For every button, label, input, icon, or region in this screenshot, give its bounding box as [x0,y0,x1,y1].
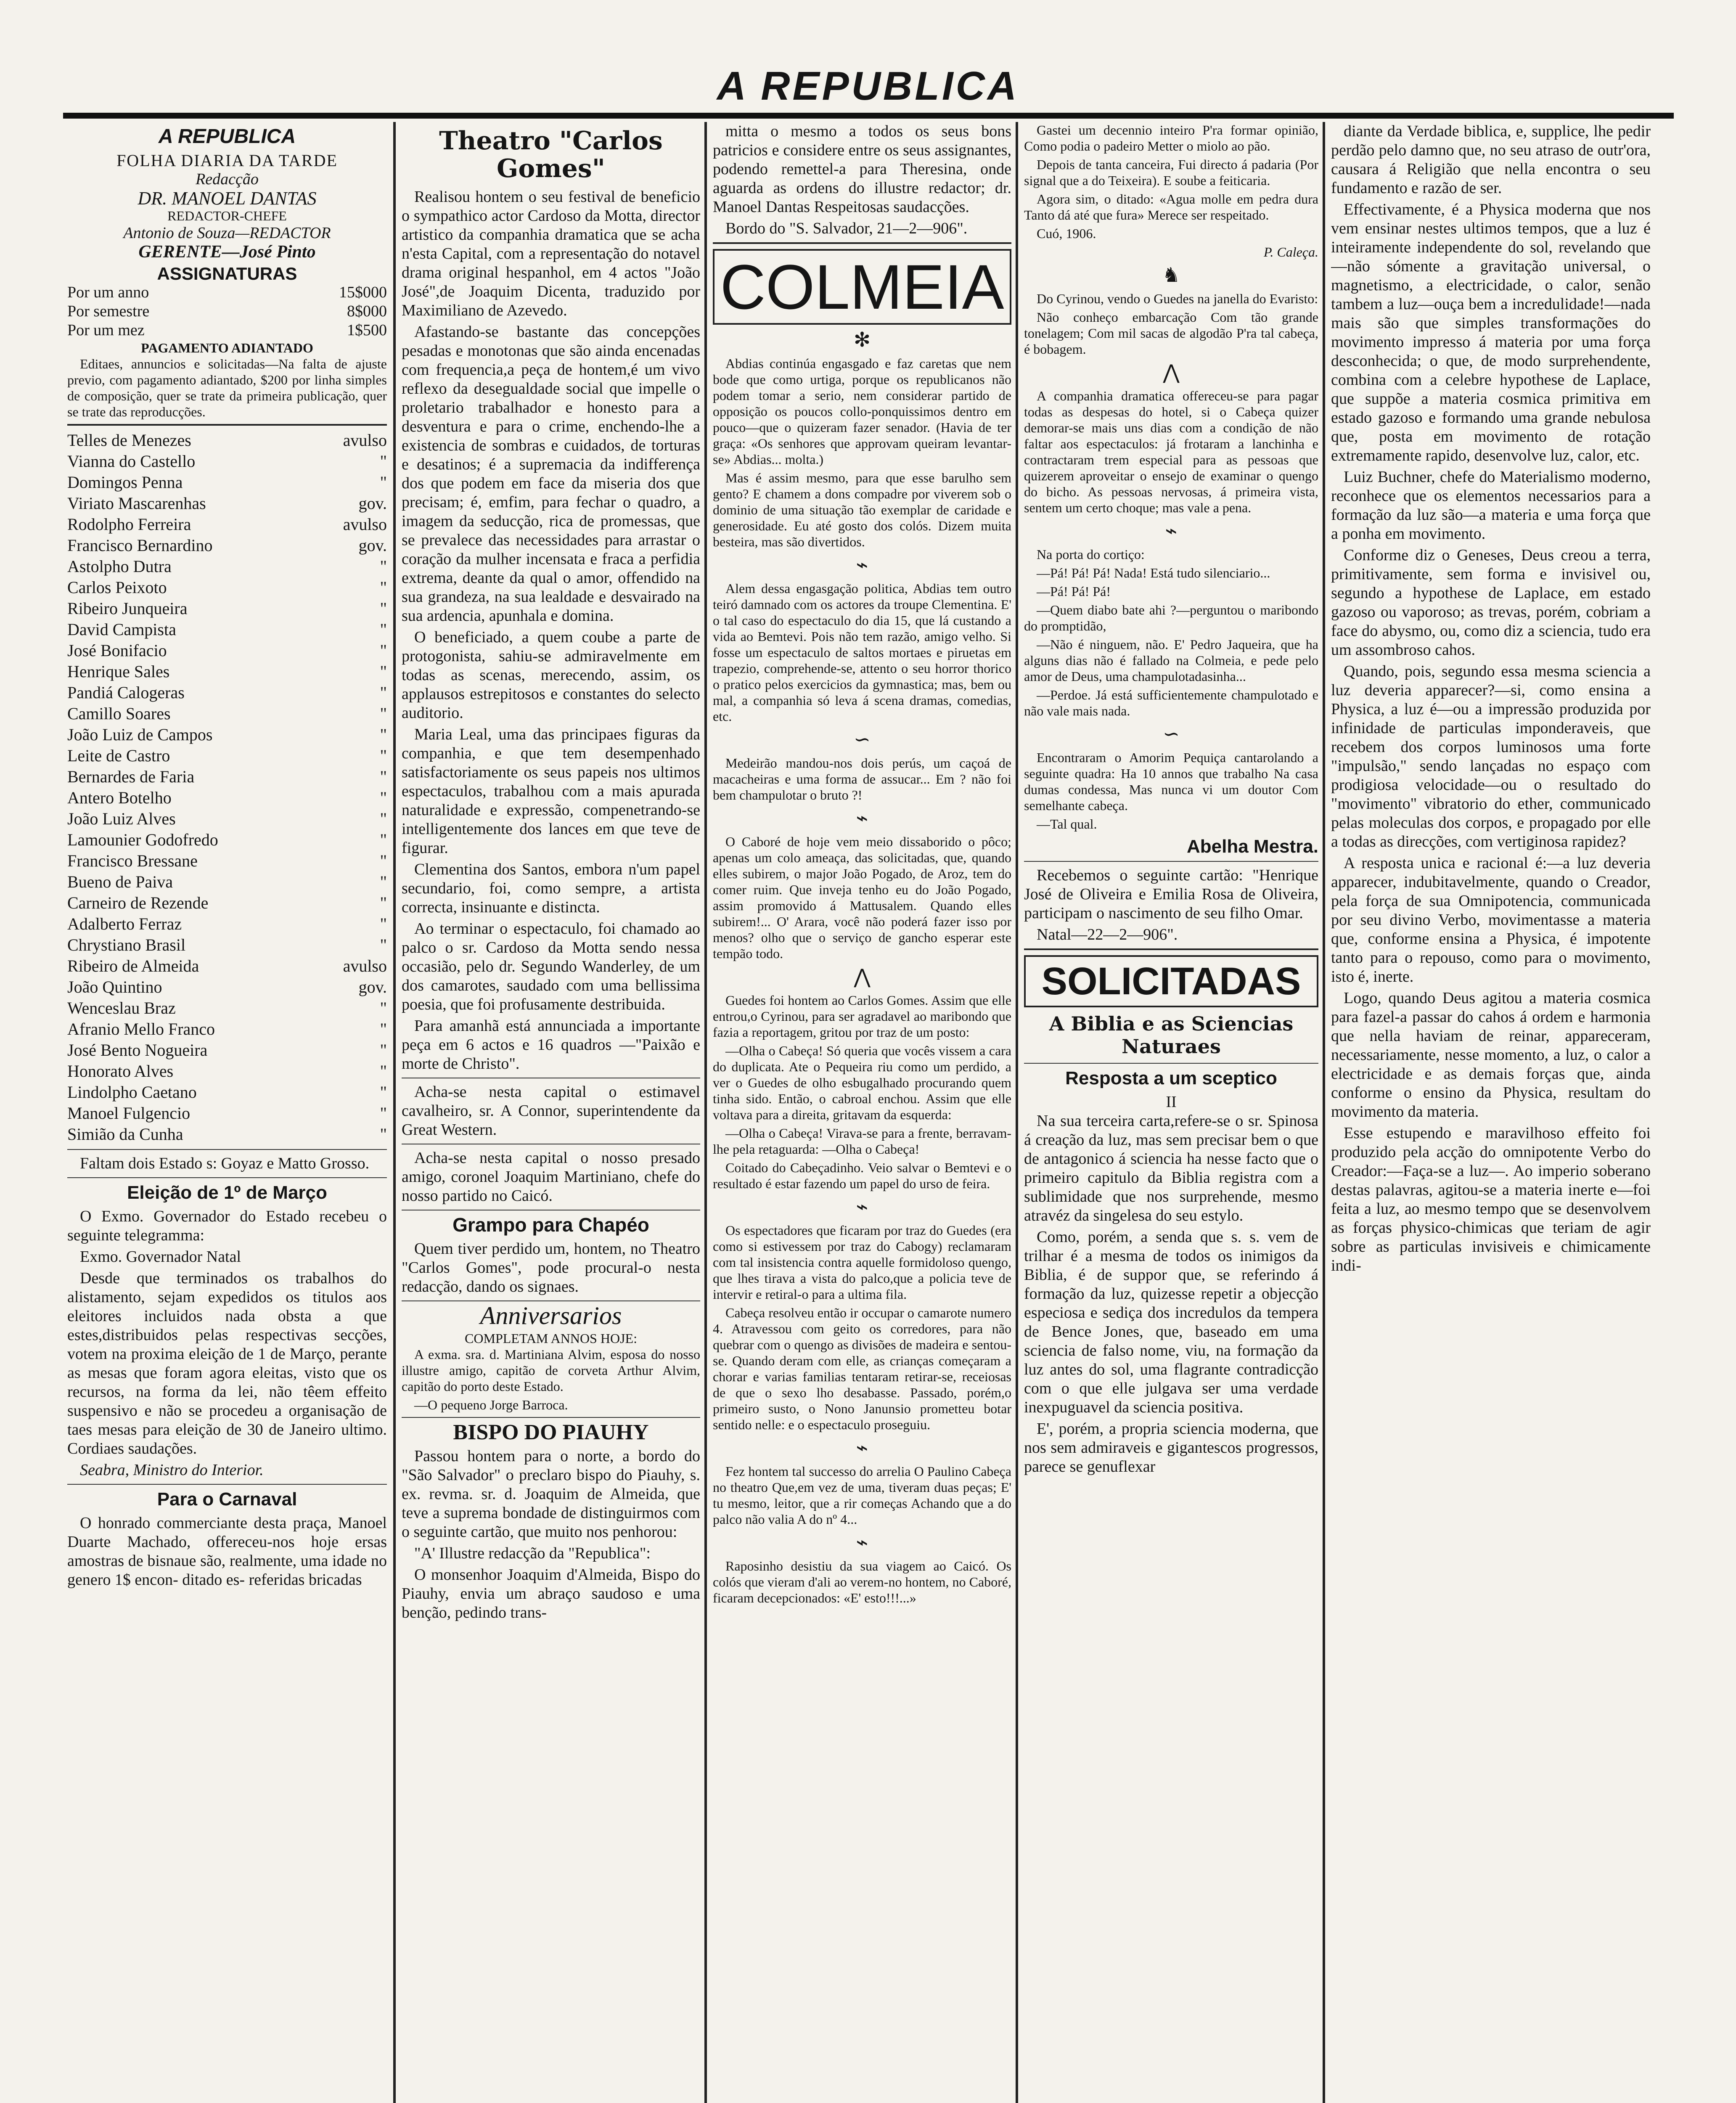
redaccao-label: Redacção [196,170,259,188]
deputy-type: " [380,809,387,828]
bird-icon: ⌁ [856,807,868,829]
deputy-row [67,493,387,514]
bird-icon: ⌁ [856,1196,868,1218]
theatro-p2: Afastando-se bastante das concepções pesadas e monotonas que são ainda encenadas com frequencia,a peça de hontem,é um vivo reflexo da desegualdade social que impelle o proletario trabalhador e honesto para a desventura e para o crime, enchendo-lhe a existencia de sombras e cuidados, de torturas e desatinos; é a supremacia da indifferença dos que podem em face da miseria dos que precisam; é, emfim, para fechar o quadro, a imagem da seducção, rica de promessas, que se prevalece das necessidades para arrastar o coração da mulher incensata e fraca a perfidia extrema, deante da qual o amor, offendido na sua grandeza, na sua lealdade e desvairado na sua ardencia, apunhala e domina. [402,323,700,625]
deputy-type: " [380,641,387,660]
deputy-type: " [380,830,387,849]
payment-note: PAGAMENTO ADIANTADO [141,340,313,355]
col5-p5: Quando, pois, segundo essa mesma sciencia a luz deveria apparecer?—si, como ensina a Physica, a luz é—ou a impressão produzida por infinidade de particulas imponderaveis, que recebem dos corpos luminosos uma forte "impulsão," sendo lançadas no espaço com prodigiosa velocidade—ou o resultado do "movimento" vibratorio do ether, communicado pelas moleculas dos corpos, e propagado por elle a todas as direcções, com vertiginosa rapidez? [1331,662,1651,850]
deputy-row [67,1019,387,1040]
deputy-name: Chrystiano Brasil [67,935,186,954]
deputy-row [67,472,387,493]
theatro-p1: Realisou hontem o seu festival de beneficio o sympathico actor Cardoso da Motta, director artistico da companhia dramatica que se acha n'esta Capital, com a representação do notavel drama original hespanhol, em 4 actos "João José",de Joaquim Dicenta, traduzido por Maximiliano de Azevedo. [402,188,700,319]
bird-icon: ⌁ [856,1437,868,1459]
deputy-row [67,871,387,893]
col5-p7: Logo, quando Deus agitou a materia cosmica para fazel-a passar do cahos á ordem e harmonia que nella haviam de reinar, appareceram, necessariamente, nesse momento, a luz, o calor a electricidade e as demais forças que, ainda conforme o ensino da Physica, resultam do movimento da materia. [1331,989,1651,1120]
deputy-type: " [380,473,387,492]
deputy-name: Ribeiro de Almeida [67,956,199,975]
sceptico-p2: Como, porém, a senda que s. s. vem de trilhar é a mesma de todos os inimigos da Biblia, é de suppor que, se referindo á formação da luz, quizesse repetir a objecção especiosa e sediça dos incredulos da tempera de Bence Jones, que, baseado em uma sciencia de falso nome, viu, na formação da luz antes do sol, uma flagrante contradicção com o que elle julgava ser uma verdade inexpuguavel da sciencia positiva. [1024,1228,1318,1416]
masthead-rule [63,113,1674,119]
theatro-p5: Clementina dos Santos, embora n'um papel secundario, foi, como sempre, a artista correcta, insinuante e distincta. [402,861,700,916]
editaes-text: Editaes, annuncios e solicitadas—Na falta de ajuste previo, com pagamento adiantado, $200 por linha simples de composição, quer se trate da primeira publicação, quer se trate das reproducções. [67,356,387,419]
deputy-row [67,1040,387,1061]
deputy-type: " [380,1062,387,1081]
anniversarios-sub: COMPLETAM ANNOS HOJE: [465,1331,637,1346]
deputy-name: Wenceslau Braz [67,999,176,1017]
deputy-row [67,514,387,535]
deputy-row [67,577,387,598]
director: DR. MANOEL DANTAS [138,188,317,209]
deputy-type: gov. [358,536,387,555]
subscription-row: Por um anno 15$000 [67,283,387,301]
divider [1024,948,1318,950]
theatro-title: Theatro "Carlos Gomes" [439,126,663,183]
divider [67,1484,387,1485]
column-3 [713,122,1011,2103]
deputy-type: " [380,1125,387,1144]
deputy-row [67,430,387,451]
column-divider [1323,122,1325,2103]
grampo-title: Grampo para Chapéo [453,1214,649,1236]
divider [402,1417,700,1418]
subscriptions-title: ASSIGNATURAS [157,264,297,283]
deputy-type: " [380,1020,387,1038]
bispo-continued: mitta o mesmo a todos os seus bons patricios e considere entre os seus assignantes, podendo remettel-a para Theresina, onde aguarda as ordens do illustre redactor; dr. Manoel Dantas Respeitosas saudacções. [713,122,1011,216]
bispo-p1: Passou hontem para o norte, a bordo do "São Salvador" o preclaro bispo do Piauhy, s. ex. revma. sr. d. Joaquim de Almeida, que teve a suprema bondade de distinguirmos com o seguinte cartão, que muito nos penhorou: [402,1447,700,1541]
deputy-type: " [380,914,387,933]
col5-p6: A resposta unica e racional é:—a luz deveria apparecer, indubitavelmente, quando o Creador, pela força de sua Omnipotencia, communicada por seu divino Verbo, movimentasse a materia que, conforme ensina a Physica, é impotente tanto para o repouso, como para o movimento, isto é, inerte. [1331,854,1651,985]
redactor: Antonio de Souza—REDACTOR [123,224,331,242]
deputy-name: João Quintino [67,977,162,996]
col4-d10b: —Tal qual. [1037,816,1097,832]
deputy-row [67,724,387,745]
deputy-row [67,598,387,619]
colmeia-p9: Coitado do Cabeçadinho. Veio salvar o Bemtevi e o resultado é estar fazendo um papel do urso de feira. [713,1160,1011,1191]
deputy-name: Rodolpho Ferreira [67,515,191,534]
col4-d5: —Pá! Pá! Pá! Nada! Está tudo silenciario... [1037,565,1270,580]
column-2 [402,122,700,2103]
deputy-type: " [380,746,387,765]
divider [1024,1063,1318,1064]
colmeia-p13: Raposinho desistiu da sua viagem ao Caicó. Os colós que vieram d'ali ao verem-no hontem, no Caboré, ficaram decepcionados: «E' esto!!!...» [713,1558,1011,1605]
divider [67,424,387,426]
deputy-type: " [380,1083,387,1102]
resposta-title: Resposta a um sceptico [1065,1068,1277,1089]
col4-d4: Na porta do cortiço: [1037,547,1145,562]
colmeia-p10: Os espectadores que ficaram por traz do Guedes (era como si estivessem por traz do Cabogy) reclamaram com tal insistencia contra aquelle formidoloso quengo, que lhes tirava a vista do palco,que a policia teve de intervir e retiral-o para a ultima fila. [713,1223,1011,1302]
column-4 [1024,122,1318,2103]
colmeia-title: COLMEIA [713,249,1011,325]
deputy-name: Simião da Cunha [67,1125,183,1144]
martiniano-text: Acha-se nesta capital o nosso presado amigo, coronel Joaquim Martiniano, chefe do nosso partido no Caicó. [402,1149,700,1205]
theatro-p4: Maria Leal, uma das principaes figuras da companhia, e que tem desempenhado satisfactoriamente os seus papeis nos ultimos espectaculos, trabalhou com a mais apurada naturalidade e expressão, compenetrando-se intelligentemente dos lances em que teve de figurar. [402,726,700,857]
deputy-row [67,1061,387,1082]
deputy-row [67,1124,387,1145]
deputy-name: João Luiz Alves [67,809,176,828]
deputy-type: " [380,1041,387,1059]
rabbit-icon: ∽ [853,728,871,751]
deputy-row [67,850,387,871]
deputy-name: Honorato Alves [67,1062,174,1081]
deputy-name: Domingos Penna [67,473,183,492]
divider [67,1177,387,1178]
sceptico-p3: E', porém, a propria sciencia moderna, que nos sem admiraveis e gigantescos progressos, parece se genuflexar [1024,1420,1318,1475]
deputy-type: " [380,893,387,912]
anniversarios-p2: —O pequeno Jorge Barroca. [414,1397,568,1412]
deputy-name: Pandiá Calogeras [67,683,185,702]
deputy-type: " [380,1104,387,1123]
deputy-name: Astolpho Dutra [67,557,172,576]
colmeia-p1: Abdias continúa engasgado e faz caretas que nem bode que como urtiga, porque os republicanos não podem tomar a serio, nem considerar partido de opposição os poucos collo-ponquissimos dentro em pouco—que o quizeram fazer senador. (Havia de ter graça: «Os senhores que approvam queiram levantar-se» Abdias... molta.) [713,356,1011,467]
deputy-row [67,766,387,787]
eleicao-title: Eleição de 1º de Março [127,1182,327,1203]
eleicao-sign: Seabra, Ministro do Interior. [80,1461,264,1479]
verse-sign: P. Caleça. [1263,244,1318,260]
faltam-text: Faltam dois Estado s: Goyaz e Matto Grosso. [80,1155,370,1172]
eleicao-p3: Desde que terminados os trabalhos do alistamento, sejam expedidos os titulos aos eleitores incluidos nada obsta a que estes,distribuidos pelas respectivas secções, votem na proxima eleição de 1 de Março, perante as mesas que foram agora eleitas, visto que os recursos, na forma da lei, não têem effeito suspensivo e não se procedeu a organisação de taes mesas para eleição de 30 de Janeiro ultimo. Cordiaes saudações. [67,1269,387,1457]
deputy-type: " [380,851,387,870]
deputy-row [67,977,387,998]
deputy-type: " [380,557,387,576]
rabbit-icon: ∽ [1162,723,1180,745]
deputy-type: " [380,662,387,681]
deputy-row [67,998,387,1019]
deputy-name: Adalberto Ferraz [67,914,182,933]
deputy-row [67,703,387,724]
rooster-icon: ♞ [1162,264,1180,286]
col5-p1: diante da Verdade biblica, e, supplice, lhe pedir perdão pelo damno que, no seu atraso de outr'ora, causara á Religião que nella encontra o seu fundamento e razão de ser. [1331,122,1651,197]
deputy-name: Lamounier Godofredo [67,830,218,849]
eleicao-p1: O Exmo. Governador do Estado recebeu o seguinte telegramma: [67,1208,387,1244]
deputy-name: Afranio Mello Franco [67,1020,215,1038]
carnaval-title: Para o Carnaval [157,1489,297,1510]
deputy-row [67,451,387,472]
deputy-type: " [380,935,387,954]
deputy-row [67,893,387,914]
deputy-row [67,619,387,640]
col5-p2: Effectivamente, é a Physica moderna que nos vem ensinar nestes ultimos tempos, que a luz é inteiramente independente do sol, revelando que—não sómente a gravitação universal, o magnetismo, a electricidade, o calor, senão tambem a luz—ouça bem a incredulidade!—nada mais são que simples transformações do movimento impresso á materia por uma força desconhecida; o que, de modo surprehendente, combina com a celebre hypothese de Laplace, que suppõe a materia cosmica primitiva em estado gazoso e formando uma grande nebulosa que, posta em movimento de rotação extremamente rapido, desenvolve luz, calor, etc. [1331,201,1651,464]
bispo-p2: "A' Illustre redacção da "Republica": [414,1544,651,1562]
deputy-row [67,1103,387,1124]
colmeia-p11: Cabeça resolveu então ir occupar o camarote numero 4. Atravessou com geito os corredores, para não quebrar com o quengo as divisões de madeira e sentou-se. Quando deram com elle, as crianças começaram a chorar e varias familias tentaram retirar-se, receiosas de que o sexo lho desabasse. Passado, porém,o primeiro susto, o Nono Janunsio prometteu botar sentido nelle: e o espectaculo proseguiu. [713,1305,1011,1432]
bat-icon: ⋀ [1163,361,1180,384]
deputy-type: " [380,788,387,807]
deputy-type: gov. [358,494,387,513]
abelha-mestra: Abelha Mestra. [1187,836,1318,857]
bat-icon: ⋀ [854,966,871,988]
deputy-name: Carneiro de Rezende [67,893,209,912]
connor-text: Acha-se nesta capital o estimavel cavalheiro, sr. A Connor, superintendente da Great Western. [402,1083,700,1139]
deputy-name: Camillo Soares [67,704,171,723]
carnaval-text: O honrado commerciante desta praça, Manoel Duarte Machado, offereceu-nos hoje ersas amostras de bisnaue são, realmente, uma idade no genero 1$ encon- ditado es- referidas bricadas [67,1514,387,1589]
deputy-type: " [380,999,387,1017]
colmeia-p12: Fez hontem tal successo do arrelia O Paulino Cabeça no theatro Que,em vez de uma, tiveram duas peças; E' tu mesmo, leitor, que a rir começas Achando que a do palco não valia A do nº 4... [713,1464,1011,1527]
anniversarios-title: Anniversarios [480,1302,622,1330]
verse-2: Depois de tanta canceira, Fui directo á padaria (Por signal que a do Teixeira). E soube a feiticaria. [1024,157,1318,188]
col4-d1: Do Cyrinou, vendo o Guedes na janella do Evaristo: [1037,291,1318,306]
director-role: REDACTOR-CHEFE [167,208,287,223]
verse-1: Gastei um decennio inteiro P'ra formar opinião, Como podia o padeiro Metter o miolo ao pão. [1024,122,1318,154]
names-list [67,430,387,1145]
deputy-type: " [380,452,387,471]
col5-p3: Luiz Buchner, chefe do Materialismo moderno, reconhece que os elementos necessarios para a formação da luz são—a materia e uma força que a ponha em movimento. [1331,468,1651,543]
column-divider [393,122,396,2103]
verse-3: Agora sim, o ditado: «Agua molle em pedra dura Tanto dá até que fura» Merece ser respeitado. [1024,191,1318,222]
deputy-name: Francisco Bernardino [67,536,213,555]
verse-date: Cuó, 1906. [1037,226,1096,241]
deputy-name: Antero Botelho [67,788,172,807]
deputy-type: avulso [343,515,387,534]
section-number: II [1166,1093,1177,1111]
deputy-name: Francisco Bressane [67,851,198,870]
cartao-text: Recebemos o seguinte cartão: "Henrique José de Oliveira e Emilia Rosa de Oliveira, participam o nascimento de seu filho Omar. [1024,866,1318,922]
subtitle: FOLHA DIARIA DA TARDE [116,151,338,170]
col4-d2: Não conheço embarcação Com tão grande tonelagem; Com mil sacas de algodão P'ra tal cabeça, é bobagem. [1024,310,1318,357]
deputy-row [67,556,387,577]
deputy-row [67,661,387,682]
cartao-date: Natal—22—2—906". [1037,926,1178,943]
deputy-row [67,935,387,956]
bee-icon: ✻ [853,329,871,351]
deputy-name: José Bento Nogueira [67,1041,208,1059]
deputy-name: Bueno de Paiva [67,872,173,891]
deputy-type: " [380,704,387,723]
deputy-type: " [380,767,387,786]
column-1 [67,122,387,2103]
deputy-row [67,640,387,661]
bispo-title: BISPO DO PIAUHY [453,1420,649,1444]
solicitadas-title: SOLICITADAS [1024,955,1318,1007]
deputy-name: Vianna do Castello [67,452,196,471]
deputy-row [67,808,387,829]
divider [67,1149,387,1150]
paper-name: A REPUBLICA [158,125,296,148]
deputy-type: " [380,578,387,597]
deputy-row [67,682,387,703]
subscription-row: Por um mez 1$500 [67,321,387,339]
col4-d3: A companhia dramatica offereceu-se para pagar todas as despesas do hotel, si o Cabeça quizer demorar-se mais uns dias com a condição de não faltar aos espectaculos: já frotaram a lanchinha e contractaram trem especial para as pessoas que quizerem aproveitar o ensejo de examinar o quengo do bicho. As pessoas nervosas, á primeira vista, sentem um certo choque; mas vale a pena. [1024,388,1318,515]
deputy-name: Carlos Peixoto [67,578,167,597]
deputy-name: João Luiz de Campos [67,725,213,744]
column-divider [704,122,707,2103]
col5-p4: Conforme diz o Geneses, Deus creou a terra, primitivamente, sem forma e invisivel ou, segundo a hypothese de Laplace, em estado gazoso ou vaporoso; as trevas, porém, cobriam a face do abysmo, ou, como diz a sciencia, tudo era um assombroso cahos. [1331,546,1651,659]
deputy-name: David Campista [67,620,176,639]
gerente: GERENTE—José Pinto [138,242,316,262]
divider [713,242,1011,244]
deputy-row [67,535,387,556]
divider [1024,861,1318,862]
deputy-type: avulso [343,956,387,975]
anniversarios-p1: A exma. sra. d. Martiniana Alvim, esposa do nosso illustre amigo, capitão de corveta Arthur Alvim, capitão do porto deste Estado. [402,1347,700,1394]
deputy-name: Henrique Sales [67,662,170,681]
colmeia-p8: —Olha o Cabeça! Virava-se para a frente, berravam-lhe pela retaguarda: —Olha o Cabeça! [713,1126,1011,1157]
col4-d9: —Perdoe. Já está sufficientemente champulotado e não vale mais nada. [1024,687,1318,718]
deputy-row [67,1082,387,1103]
deputy-type: " [380,683,387,702]
sceptico-p1: Na sua terceira carta,refere-se o sr. Spinosa á creação da luz, mas sem precisar bem o que de antagonico á sciencia ha nesse facto que o primeiro capitulo da Biblia registra com a sublimidade que nos surprehende, mesmo atravéz da singelesa do seu estylo. [1024,1112,1318,1224]
deputy-row [67,745,387,766]
deputy-name: Lindolpho Caetano [67,1083,197,1102]
deputy-name: Viriato Mascarenhas [67,494,206,513]
deputy-type: " [380,620,387,639]
theatro-p3: O beneficiado, a quem coube a parte de protogonista, sahiu-se admiravelmente em todas as scenas, merecendo, assim, os applausos estrepitosos e constantes do selecto auditorio. [402,628,700,722]
theatro-p7: Para amanhã está annunciada a importante peça em 6 actos e 16 quadros —"Paixão e morte de Christo". [402,1017,700,1073]
deputy-name: Leite de Castro [67,746,170,765]
bispo-p3: O monsenhor Joaquim d'Almeida, Bispo do Piauhy, envia um abraço saudoso e uma benção, pedindo trans- [402,1566,700,1621]
col4-d6: —Pá! Pá! Pá! [1037,584,1111,599]
masthead: A REPUBLICA [717,64,1019,109]
deputy-row [67,914,387,935]
deputy-name: Ribeiro Junqueira [67,599,188,618]
column-divider [1016,122,1018,2103]
grampo-text: Quem tiver perdido um, hontem, no Theatro "Carlos Gomes", pode procural-o nesta redacção, dando os signaes. [402,1240,700,1295]
bispo-date: Bordo do "S. Salvador, 21—2—906". [725,220,968,237]
bird-icon: ⌁ [856,554,868,576]
col5-p8: Esse estupendo e maravilhoso effeito foi produzido pela acção do omnipotente Verbo do Creador:—Faça-se a luz—. Ao imperio soberano destas palavras, agitou-se a materia inerte e—foi feita a luz, ao mesmo tempo que se desenvolvem as forças physico-chimicas que teriam de agir sobre as particulas invisiveis e chimicamente indi- [1331,1124,1651,1274]
deputy-type: gov. [358,977,387,996]
col4-d8: —Não é ninguem, não. E' Pedro Jaqueira, que ha alguns dias não é fallado na Colmeia, e pede pelo amor de Deus, uma champulotadasinha... [1024,637,1318,684]
deputy-row [67,956,387,977]
biblia-title: A Biblia e as Sciencias Naturaes [1049,1012,1294,1058]
theatro-p6: Ao terminar o espectaculo, foi chamado ao palco o sr. Cardoso da Motta sendo nessa occasião, pelo dr. Segundo Wanderley, de um dos camarotes, saudado com uma bellissima poesia, que foi profusamente destribuida. [402,920,700,1013]
colmeia-p7: —Olha o Cabeça! Só queria que vocês vissem a cara do duplicata. Ate o Pequeira riu como um perdido, a ver o Guedes de olho esbugalhado procurando quem tinha sido. Então, o cabroal enchou. Assim que elle voltava para a direita, gritavam da esquerda: [713,1043,1011,1122]
deputy-type: " [380,599,387,618]
deputy-name: Bernardes de Faria [67,767,195,786]
col4-d10: Encontraram o Amorim Pequiça cantarolando a seguinte quadra: Ha 10 annos que trabalho Na casa dumas condessa, Mas nunca vi um doutor Com semelhante cabeça. [1024,750,1318,813]
colmeia-p2: Mas é assim mesmo, para que esse barulho sem gento? E chamem a dons compadre por viverem sob o dominio de uma situação tão exemplar de caridade e generosidade. Eu até gosto dos colós. Dizem muita besteira, mas são divertidos. [713,470,1011,549]
column-5 [1331,122,1651,2103]
deputy-row [67,787,387,808]
deputy-type: avulso [343,431,387,450]
deputy-name: José Bonifacio [67,641,167,660]
deputy-row [67,829,387,850]
col4-d7: —Quem diabo bate ahi ?—perguntou o maribondo do promptidão, [1024,602,1318,633]
divider [402,1300,700,1301]
deputy-type: " [380,725,387,744]
colmeia-p4: Medeirão mandou-nos dois perús, um caçoá de macacheiras e uma forma de assucar... Em ? não foi bem champulotar o bruto ?! [713,755,1011,803]
colmeia-p5: O Caboré de hoje vem meio dissaborido o pôco; apenas um colo ameaça, das solicitadas, que, quando elles subirem, o major João Pogado, de Aroz, tem do comer ruim. Que inveja tenho eu do João Pogado, assim promovido á Mattusalem. Quando elles subirem!... O' Arara, você não poderá fazer isso por menos? olho que o serviço de gancho esperar este tempão todo. [713,834,1011,961]
bird-icon: ⌁ [856,1531,868,1554]
eleicao-p2: Exmo. Governador Natal [80,1248,241,1266]
bird-icon: ⌁ [1165,520,1178,542]
subscription-row: Por semestre 8$000 [67,302,387,320]
deputy-name: Telles de Menezes [67,431,191,450]
colmeia-p6: Guedes foi hontem ao Carlos Gomes. Assim que elle entrou,o Cyrinou, para ser agradavel ao maribondo que fazia a reportagem, gritou por traz de um posto: [713,993,1011,1040]
deputy-type: " [380,872,387,891]
colmeia-p3: Alem dessa engasgação politica, Abdias tem outro teiró damnado com os actores da troupe Clementina. E' o tal caso do espectaculo do dia 15, que lá custando a vida ao Bemtevi. Pois não tem razão, amigo velho. Si fosse um espectaculo de saltos mortaes e piruetas em trapezio, comprehende-se, attento o seu horror thorico o pratico pelos exercicios da gymnastica; mas, bem ou mal, a companhia só leva á scena dramas, comedias, etc. [713,581,1011,724]
deputy-name: Manoel Fulgencio [67,1104,191,1123]
